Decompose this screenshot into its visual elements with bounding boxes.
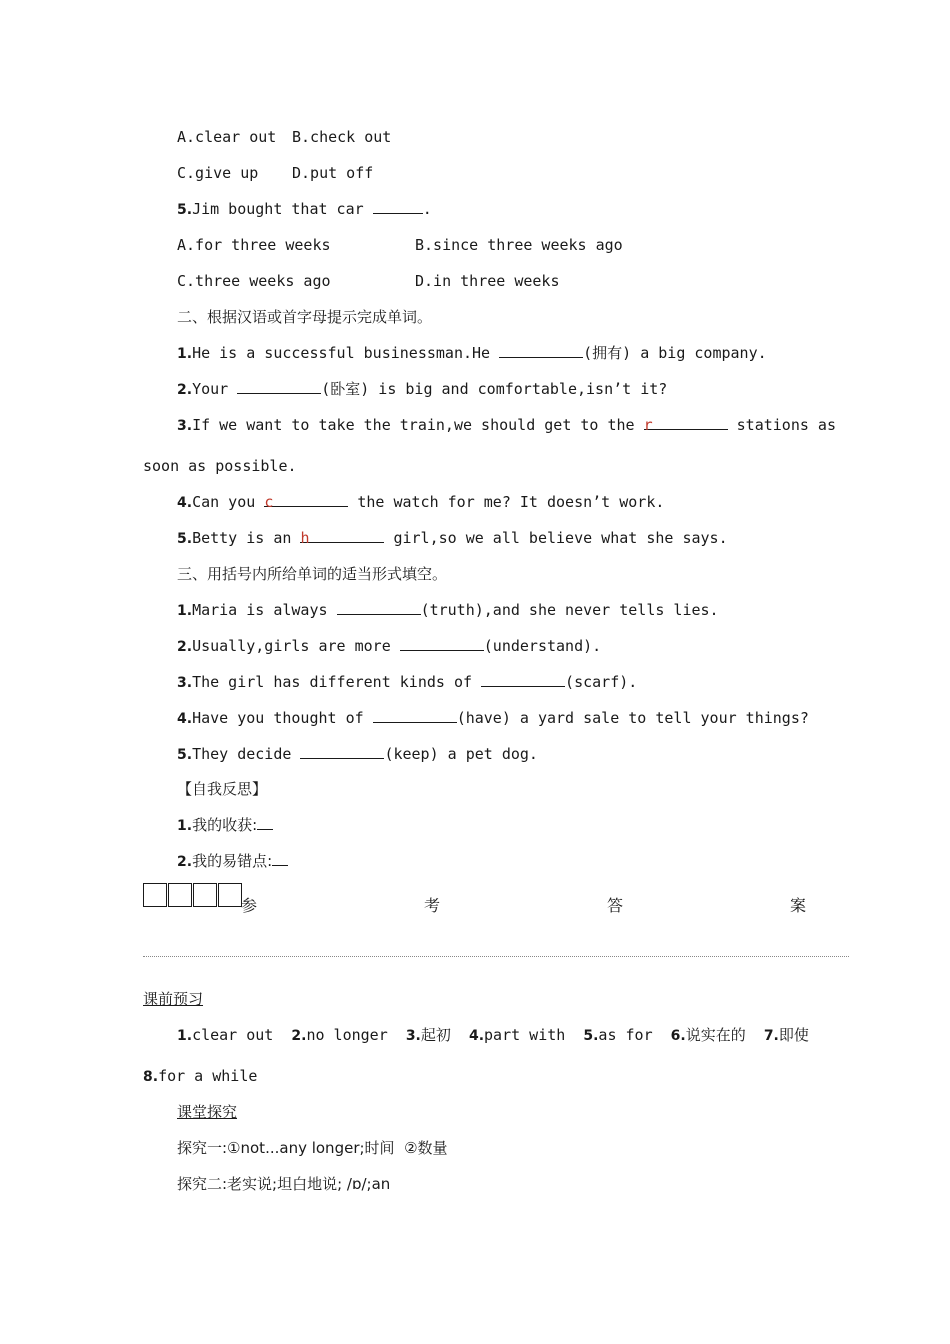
s3-item-1: 1.Maria is always (truth),and she never tells lies. <box>177 601 719 619</box>
checkbox[interactable] <box>193 883 217 907</box>
reflection-item-1: 1.我的收获: <box>177 815 273 836</box>
preview-answer-8: 8.for a while <box>143 1067 258 1085</box>
answer-blank[interactable] <box>400 636 484 651</box>
s2-item-3: 3.If we want to take the train,we should get to the r stations as <box>177 416 836 434</box>
answer-blank[interactable] <box>373 708 457 723</box>
option-b: B.since three weeks ago <box>415 236 623 254</box>
answer-blank[interactable] <box>337 600 421 615</box>
answer-blank[interactable] <box>300 744 384 759</box>
answer-header-char: 案 <box>790 896 807 915</box>
checkbox[interactable] <box>143 883 167 907</box>
explore-1: 探究一:①not...any longer;时间 ②数量 <box>177 1139 448 1157</box>
s2-item-4: 4.Can you c the watch for me? It doesn’t work. <box>177 493 665 511</box>
s3-item-4: 4.Have you thought of (have) a yard sale to tell your things? <box>177 709 809 727</box>
reflection-item-2: 2.我的易错点: <box>177 851 288 872</box>
s2-item-2: 2.Your (卧室) is big and comfortable,isn’t it? <box>177 380 668 398</box>
divider <box>143 956 849 957</box>
s3-item-3: 3.The girl has different kinds of (scarf). <box>177 673 638 691</box>
section-2-title: 二、根据汉语或首字母提示完成单词。 <box>177 308 433 326</box>
option-b: B.check out <box>292 128 392 146</box>
checkbox-row <box>143 883 243 907</box>
option-d: D.in three weeks <box>415 272 560 290</box>
answer-header-char: 答 <box>607 896 624 915</box>
option-a: A.clear out <box>177 128 277 146</box>
s2-item-1: 1.He is a successful businessman.He (拥有) a big company. <box>177 344 767 362</box>
answer-blank[interactable]: r <box>644 415 728 430</box>
reflection-title: 【自我反思】 <box>177 780 268 798</box>
answer-blank[interactable] <box>257 815 273 830</box>
option-a: A.for three weeks <box>177 236 331 254</box>
question-5: 5.Jim bought that car . <box>177 200 432 218</box>
answer-header-char: 参 <box>241 896 258 915</box>
class-title: 课堂探究 <box>177 1103 238 1121</box>
checkbox[interactable] <box>168 883 192 907</box>
answer-blank[interactable]: h <box>300 528 384 543</box>
section-3-title: 三、用括号内所给单词的适当形式填空。 <box>177 565 448 583</box>
answer-header-char: 考 <box>424 896 441 915</box>
option-c: C.give up <box>177 164 259 182</box>
s2-item-3-cont: soon as possible. <box>143 457 297 475</box>
option-c: C.three weeks ago <box>177 272 331 290</box>
checkbox[interactable] <box>218 883 242 907</box>
preview-title: 课前预习 <box>143 990 204 1008</box>
s3-item-2: 2.Usually,girls are more (understand). <box>177 637 602 655</box>
explore-2: 探究二:老实说;坦白地说; /ɒ/;an <box>177 1175 391 1193</box>
answer-blank[interactable] <box>272 851 288 866</box>
s3-item-5: 5.They decide (keep) a pet dog. <box>177 745 538 763</box>
answer-blank[interactable] <box>499 343 583 358</box>
answer-blank[interactable] <box>373 199 423 214</box>
answer-blank[interactable] <box>481 672 565 687</box>
s2-item-5: 5.Betty is an h girl,so we all believe what she says. <box>177 529 728 547</box>
answer-blank[interactable]: c <box>264 492 348 507</box>
option-d: D.put off <box>292 164 374 182</box>
answer-blank[interactable] <box>237 379 321 394</box>
preview-answers: 1.clear out 2.no longer 3.起初 4.part with 5.as for 6.说实在的 7.即使 <box>177 1026 809 1044</box>
